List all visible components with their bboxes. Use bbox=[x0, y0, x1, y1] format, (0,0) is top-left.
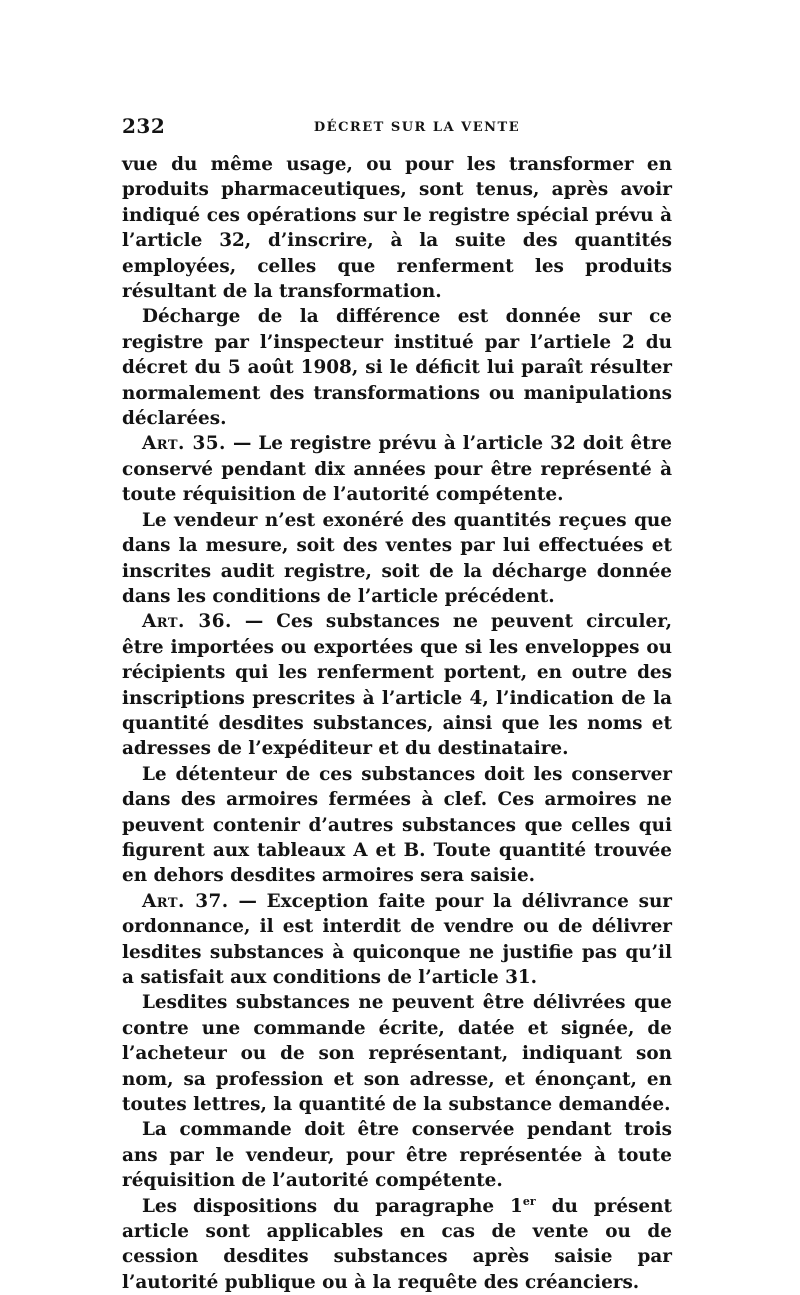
body-text bbox=[122, 152, 672, 1295]
paragraph-detenteur bbox=[122, 762, 672, 889]
paragraph-vendeur bbox=[122, 508, 672, 610]
ordinal-superscript: er bbox=[522, 1194, 536, 1208]
paragraph-dispositions bbox=[122, 1194, 672, 1295]
article-number: Art. 36. bbox=[142, 611, 232, 633]
paragraph-commande-ecrite bbox=[122, 990, 672, 1117]
article-35 bbox=[122, 431, 672, 507]
paragraph-conservation bbox=[122, 1117, 672, 1193]
paragraph-text: Les dispositions du paragraphe 1 bbox=[142, 1195, 523, 1217]
page-number: 232 bbox=[122, 114, 166, 138]
article-number: Art. 37. bbox=[142, 890, 229, 912]
paragraph-text: La commande doit être conservée pendant trois ans par le vendeur, pour être représentée à toute réquisition de l’autorité compétente. bbox=[122, 1119, 672, 1192]
paragraph-decharge bbox=[122, 304, 672, 431]
paragraph-continuation bbox=[122, 152, 672, 304]
paragraph-text: — Le registre prévu à l’article 32 doit être conservé pendant dix années pour être représenté à toute réquisition de l’autorité compétente. bbox=[122, 433, 672, 506]
paragraph-text: Décharge de la différence est donnée sur ce registre par l’inspecteur institué par l’artiele 2 du décret du 5 août 1908, si le déficit lui paraît résulter normalement des transformations ou manipulations déclarées. bbox=[122, 306, 672, 430]
paragraph-text: Le détenteur de ces substances doit les conserver dans des armoires fermées à clef. Ces armoires ne peuvent contenir d’autres substances que celles qui figurent aux tableaux A et B. Toute quantité trouvée en dehors desdites armoires sera saisie. bbox=[122, 763, 672, 887]
paragraph-text: vue du même usage, ou pour les transformer en produits pharmaceutiques, sont tenus, après avoir indiqué ces opérations sur le registre spécial prévu à l’article 32, d’inscrire, à la suite des quantités employées, celles que renferment les produits résultant de la transformation. bbox=[122, 154, 672, 303]
paragraph-text: Lesdites substances ne peuvent être délivrées que contre une commande écrite, datée et signée, de l’acheteur ou de son représentant, indiquant son nom, sa profession et son adresse, et énonçant, en toutes lettres, la quantité de la substance demandée. bbox=[122, 992, 672, 1116]
running-title: DÉCRET SUR LA VENTE bbox=[313, 120, 521, 135]
article-number: Art. 35. bbox=[142, 433, 226, 455]
paragraph-text: — Exception faite pour la délivrance sur ordonnance, il est interdit de vendre ou de délivrer lesdites substances à quiconque ne justifie pas qu’il a satisfait aux conditions de l’article 31. bbox=[122, 890, 672, 988]
paragraph-text: du présent article sont applicables en cas de vente ou de cession desdites substances après saisie par l’autorité publique ou à la requête des créanciers. bbox=[122, 1195, 672, 1293]
running-head bbox=[122, 112, 672, 142]
article-37 bbox=[122, 889, 672, 991]
book-page bbox=[122, 112, 672, 1295]
paragraph-text: Le vendeur n’est exonéré des quantités reçues que dans la mesure, soit des ventes par lui effectuées et inscrites audit registre, soit de la décharge donnée dans les conditions de l’article précédent. bbox=[122, 509, 672, 607]
paragraph-text: — Ces substances ne peuvent circuler, être importées ou exportées que si les enveloppes ou récipients qui les renferment portent, en outre des inscriptions prescrites à l’article 4, l’indication de la quantité desdites substances, ainsi que les noms et adresses de l’expéditeur et du destinataire. bbox=[122, 611, 672, 760]
article-36 bbox=[122, 609, 672, 761]
